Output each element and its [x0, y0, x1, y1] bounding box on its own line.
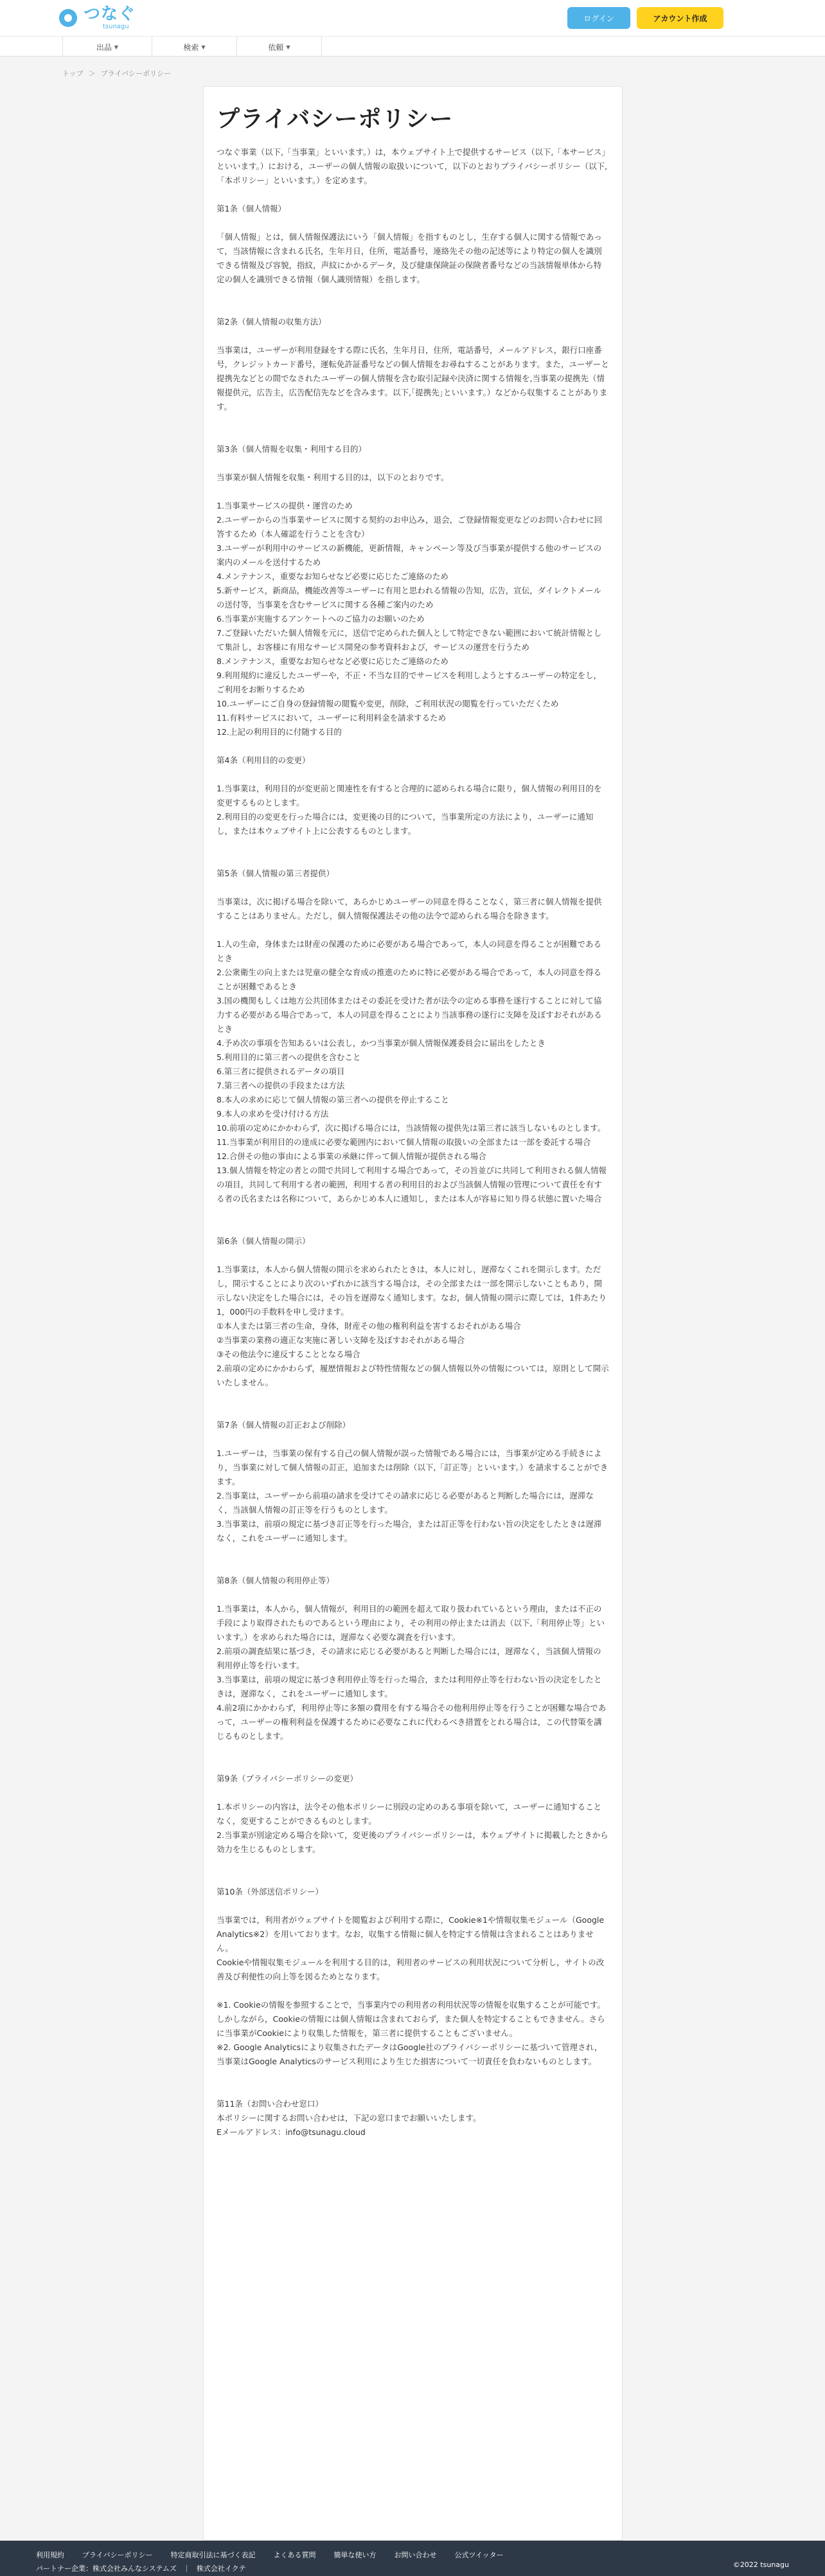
- section-10-note-1: ※1. Cookieの情報を参照することで，当事業内での利用者の利用状況等の情報を収集することが可能です。しかしながら，Cookieの情報には個人情報は含まれておらず，また個人を特定することもできません。さらに当事業がCookieにより収集した情報を，第三者に提供することもございません。: [217, 2000, 606, 2038]
- nav-item-label: 出品: [96, 42, 112, 52]
- footer-link-howto[interactable]: 簡単な使い方: [333, 2551, 377, 2559]
- partner-separator: ｜: [182, 2564, 190, 2573]
- caret-down-icon: ▼: [286, 44, 290, 50]
- section-1-body: 「個人情報」とは，個人情報保護法にいう「個人情報」を指すものとし，生存する個人に関する情報であって，当該情報に含まれる氏名，生年月日，住所，電話番号，連絡先その他の記述等により特定の個人を識別できる情報及び容貌，指紋，声紋にかかるデータ，及び健康保険証の保険者番号などの当該情報単体から特定の個人を識別できる情報（個人識別情報）を指します。: [217, 232, 602, 284]
- section-4-title: 第4条（利用目的の変更）: [217, 755, 310, 765]
- section-8-title: 第8条（個人情報の利用停止等）: [217, 1576, 334, 1585]
- footer-link-faq[interactable]: よくある質問: [273, 2551, 316, 2559]
- section-8-body: 1.当事業は，本人から，個人情報が，利用目的の範囲を超えて取り扱われているという理由，または不正の手段により取得されたものであるという理由により，その利用の停止または消去（以下,「利用停止等」といいます。）を求められた場合には，遅滞なく必要な調査を行います。 2.前項の調査結果に基づき，その請求に応じる必要があると判断した場合には，遅滞なく，当該個人情報の利用停止等を行います。 3.当事業は，前項の規定に基づき利用停止等を行った場合，または利用停止等を行わない旨の決定をしたときは，遅滞なく，これをユーザーに通知します。 4.前2項にかかわらず，利用停止等に多額の費用を有する場合その他利用停止等を行うことが困難な場合であって，ユーザーの権利利益を保護するために必要なこれに代わるべき措置をとれる場合は，この代替策を講じるものとします。: [217, 1604, 607, 1741]
- section-2-title: 第2条（個人情報の収集方法）: [217, 317, 326, 327]
- caret-down-icon: ▼: [114, 44, 119, 50]
- section-10-note-2: ※2. Google Analyticsにより収集されたデータはGoogle社のプライバシーポリシーに基づいて管理され，当事業はGoogle Analyticsのサービス利用により生じた損害について一切責任を負わないものとします。: [217, 2042, 603, 2066]
- section-3-lead: 当事業が個人情報を収集・利用する目的は，以下のとおりです。: [217, 473, 449, 482]
- section-6-title: 第6条（個人情報の開示）: [217, 1236, 310, 1246]
- logo-name: つなぐ: [84, 5, 136, 24]
- footer-link-privacy[interactable]: プライバシーポリシー: [82, 2551, 153, 2559]
- section-10-body: 当事業では，利用者がウェブサイトを閲覧および利用する際に，Cookie※1や情報収集モジュール（Google Analytics※2）を用いております。なお，収集する情報に個人を特定する情報は含まれることはありません。 Cookieや情報収集モジュールを利用する目的は，利用者のサービスの利用状況について分析し，サイトの改善及び利便性の向上等を図るためとなります。: [217, 1915, 605, 1981]
- partner-2: 株式会社イクテ: [196, 2564, 246, 2573]
- section-7-body: 1.ユーザーは，当事業の保有する自己の個人情報が誤った情報である場合には，当事業が定める手続きにより，当事業に対して個人情報の訂正，追加または削除（以下,「訂正等」といいます。）を請求することができます。 2.当事業は，ユーザーから前項の請求を受けてその請求に応じる必要があると判断した場合には，遅滞なく，当該個人情報の訂正等を行うものとします。 3.当事業は，前項の規定に基づき訂正等を行った場合，または訂正等を行わない旨の決定をしたときは遅滞なく，これをユーザーに通知します。: [217, 1448, 608, 1543]
- site-logo[interactable]: [59, 6, 136, 30]
- section-7-title: 第7条（個人情報の訂正および削除）: [217, 1420, 350, 1430]
- login-button[interactable]: ログイン: [567, 7, 630, 29]
- caret-down-icon: ▼: [201, 44, 206, 50]
- footer-link-terms[interactable]: 利用規約: [36, 2551, 64, 2559]
- breadcrumb: [0, 57, 825, 86]
- partner-1: 株式会社みんなシステムズ: [93, 2564, 177, 2573]
- section-5-lead: 当事業は，次に掲げる場合を除いて，あらかじめユーザーの同意を得ることなく，第三者に個人情報を提供することはありません。ただし，個人情報保護法その他の法令で認められる場合を除きます。: [217, 897, 602, 921]
- logo-icon: [59, 9, 77, 27]
- breadcrumb-separator: ＞: [88, 69, 96, 78]
- signup-button[interactable]: アカウント作成: [637, 7, 723, 29]
- nav-item-request[interactable]: [237, 37, 322, 57]
- section-9-title: 第9条（プライバシーポリシーの変更）: [217, 1774, 358, 1783]
- section-10-title: 第10条（外部送信ポリシー）: [217, 1887, 323, 1896]
- logo-subtitle: tsunagu: [103, 23, 129, 30]
- section-2-body: 当事業は，ユーザーが利用登録をする際に氏名，生年月日，住所，電話番号，メールアドレス，銀行口座番号，クレジットカード番号，運転免許証番号などの個人情報をお尋ねすることがあります。また，ユーザーと提携先などとの間でなされたユーザーの個人情報を含む取引記録や決済に関する情報を,当事業の提携先（情報提供元，広告主，広告配信先などを含みます。以下,｢提携先｣といいます。）などから収集することがあります。: [217, 345, 609, 411]
- section-1-title: 第1条（個人情報）: [217, 204, 286, 213]
- header-actions: [567, 7, 723, 29]
- section-3-title: 第3条（個人情報を収集・利用する目的）: [217, 444, 366, 454]
- footer-partners: [36, 2563, 825, 2573]
- breadcrumb-current: プライバシーポリシー: [100, 69, 172, 78]
- section-11-body: 本ポリシーに関するお問い合わせは，下記の窓口までお願いいたします。 Eメールアドレス：info@tsunagu.cloud: [217, 2113, 481, 2137]
- footer-link-commerce-law[interactable]: 特定商取引法に基づく表記: [170, 2551, 256, 2559]
- nav-item-label: 依頼: [268, 42, 284, 52]
- section-6-body: 1.当事業は，本人から個人情報の開示を求められたときは，本人に対し，遅滞なくこれを開示します。ただし，開示することにより次のいずれかに該当する場合は，その全部または一部を開示しないこともあり，開示しない決定をした場合には，その旨を遅滞なく通知します。なお，個人情報の開示に際しては，1件あたり1，000円の手数料を申し受けます。 ①本人または第三者の生命，身体，財産その他の権利利益を害するおそれがある場合 ②当事業の業務の適正な実施に著しい支障を及ぼすおそれがある場合 ③その他法令に違反することとなる場合 2.前項の定めにかかわらず，履歴情報および特性情報などの個人情報以外の情報については，原則として開示いたしません。: [217, 1265, 609, 1387]
- section-9-body: 1.本ポリシーの内容は，法令その他本ポリシーに別段の定めのある事項を除いて，ユーザーに通知することなく，変更することができるものとします。 2.当事業が別途定める場合を除いて，変更後のプライバシーポリシーは，本ウェブサイトに掲載したときから効力を生じるものとします。: [217, 1802, 608, 1854]
- page-title: プライバシーポリシー: [217, 106, 454, 132]
- copyright: ©2022 tsunagu: [732, 2561, 789, 2569]
- nav-item-search[interactable]: [152, 37, 237, 57]
- section-4-body: 1.当事業は，利用目的が変更前と関連性を有すると合理的に認められる場合に限り，個人情報の利用目的を変更するものとします。 2.利用目的の変更を行った場合には，変更後の目的について，当事業所定の方法により，ユーザーに通知し，または本ウェブサイト上に公表するものとします。: [217, 784, 602, 836]
- nav-item-label: 検索: [183, 42, 199, 52]
- footer-link-twitter[interactable]: 公式ツイッター: [454, 2551, 504, 2559]
- main-nav: [0, 36, 825, 57]
- partner-label: パートナー企業：: [36, 2564, 93, 2573]
- section-5-title: 第5条（個人情報の第三者提供）: [217, 869, 334, 878]
- section-3-list: 1.当事業サービスの提供・運営のため 2.ユーザーからの当事業サービスに関する契約のお申込み，退会，ご登録情報変更などのお問い合わせに回答するため（本人確認を行うことを含む） 3.ユーザーが利用中のサービスの新機能，更新情報，キャンペーン等及び当事業が提供する他のサービスの案内のメールを送付するため 4.メンテナンス，重要なお知らせなど必要に応じたご連絡のため 5.新サービス，新商品，機能改善等ユーザーに有用と思われる情報の告知，広告，宣伝，ダイレクトメールの送付等，当事業を含むサービスに関する各種ご案内のため 6.当事業が実施するアンケートへのご協力のお願いのため 7.ご登録いただいた個人情報を元に，送信で定められた個人として特定できない範囲において統計情報として集計し，お客様に有用なサービス開発の参考資料および，サービスの運営を行うため 8.メンテナンス，重要なお知らせなど必要に応じたご連絡のため 9.利用規約に違反したユーザーや，不正・不当な目的でサービスを利用しようとするユーザーの特定をし，ご利用をお断りするため 10.ユーザーにご自身の登録情報の閲覧や変更，削除，ご利用状況の閲覧を行っていただくため 11.有料サービスにおいて，ユーザーに利用料金を請求するため 12.上記の利用目的に付随する目的: [217, 501, 603, 737]
- section-5-list: 1.人の生命，身体または財産の保護のために必要がある場合であって，本人の同意を得ることが困難であるとき 2.公衆衛生の向上または児童の健全な育成の推進のために特に必要がある場合であって，本人の同意を得ることが困難であるとき 3.国の機関もしくは地方公共団体またはその委託を受けた者が法令の定める事務を遂行することに対して協力する必要がある場合であって，本人の同意を得ることにより当該事務の遂行に支障を及ぼすおそれがあるとき 4.予め次の事項を告知あるいは公表し，かつ当事業が個人情報保護委員会に届出をしたとき 5.利用目的に第三者への提供を含むこと 6.第三者に提供されるデータの項目 7.第三者への提供の手段または方法 8.本人の求めに応じて個人情報の第三者への提供を停止すること 9.本人の求めを受け付ける方法 10.前項の定めにかかわらず，次に掲げる場合には，当該情報の提供先は第三者に該当しないものとします。 11.当事業が利用目的の達成に必要な範囲内において個人情報の取扱いの全部または一部を委託する場合 12.合併その他の事由による事業の承継に伴って個人情報が提供される場合 13.個人情報を特定の者との間で共同して利用する場合であって，その旨並びに共同して利用される個人情報の項目，共同して利用する者の範囲，利用する者の利用目的および当該個人情報の管理について責任を有する者の氏名または名称について，あらかじめ本人に通知し，または本人が容易に知り得る状態に置いた場合: [217, 939, 607, 1203]
- breadcrumb-home-link[interactable]: トップ: [62, 69, 84, 78]
- nav-item-listing[interactable]: [62, 37, 152, 57]
- policy-card: [203, 86, 623, 2541]
- section-11-title: 第11条（お問い合わせ窓口）: [217, 2099, 323, 2109]
- footer-link-contact[interactable]: お問い合わせ: [394, 2551, 437, 2559]
- site-header: [0, 0, 825, 36]
- footer-links: [36, 2550, 825, 2560]
- policy-intro: つなぐ事業（以下,「当事業」といいます。）は，本ウェブサイト上で提供するサービス（以下,「本サービス」といいます。）における，ユーザーの個人情報の取扱いについて，以下のとおりプライバシーポリシー（以下,「本ポリシー」といいます。）を定めます。: [217, 147, 608, 185]
- site-footer: [0, 2541, 825, 2576]
